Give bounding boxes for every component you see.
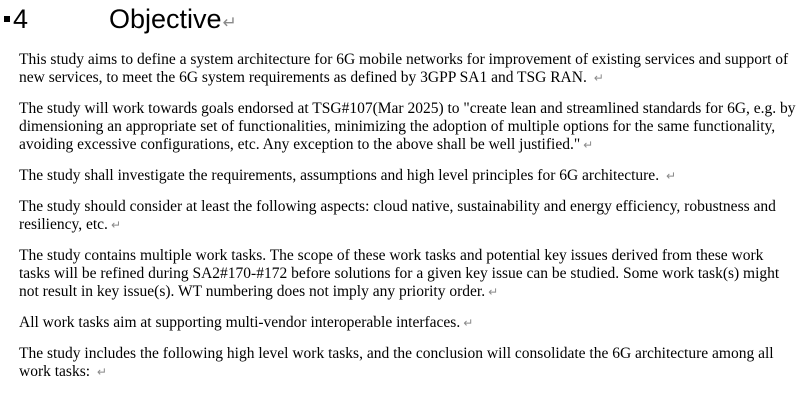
paragraph-text: The study includes the following high level work tasks, and the conclusion will consolidate the 6G architecture among all work tasks: (19, 345, 774, 380)
paragraph-mark-icon: ↵ (583, 138, 594, 152)
paragraph-text: The study contains multiple work tasks. The scope of these work tasks and potential key issues derived from these work tasks will be refined during SA2#170-#172 before solutions for a given key issue can be studied. Some work task(s) might not result in key issue(s). WT numbering does not imply any priority order. (19, 247, 780, 300)
paragraph (19, 51, 797, 87)
paragraph-mark-icon: ↵ (665, 169, 677, 183)
paragraph-mark-icon: ↵ (488, 285, 499, 299)
paragraph (19, 345, 797, 381)
paragraph (19, 247, 797, 301)
paragraph-mark-icon: ↵ (110, 218, 121, 232)
paragraph-mark-icon: ↵ (463, 316, 474, 330)
paragraph (19, 167, 797, 185)
paragraph-mark-icon: ↵ (222, 13, 237, 33)
section-title: Objective (109, 4, 222, 34)
heading-bullet-icon (4, 16, 10, 22)
section-number: 4 (13, 4, 29, 34)
paragraph-text: The study shall investigate the requirements, assumptions and high level principles for 6G architecture. (19, 167, 663, 184)
paragraph (19, 198, 797, 234)
paragraph (19, 314, 797, 332)
paragraph-text: The study will work towards goals endorsed at TSG#107(Mar 2025) to "create lean and streamlined standards for 6G, e.g. by dimensioning an appropriate set of functionalities, minimizing the adoption of multiple options for the same functionality, avoiding excessive configurations, etc. Any exception to the above shall be well justified." (19, 100, 796, 153)
section-heading (4, 2, 784, 36)
paragraph-mark-icon: ↵ (593, 71, 604, 85)
paragraph-mark-icon: ↵ (96, 365, 107, 379)
paragraph-text: The study should consider at least the following aspects: cloud native, sustainability and energy efficiency, robustness and resiliency, etc. (19, 198, 776, 233)
paragraph-text: This study aims to define a system architecture for 6G mobile networks for improvement of existing services and support of new services, to meet the 6G system requirements as defined by 3GPP SA1 and TSG RAN. (19, 51, 789, 86)
paragraph-text: All work tasks aim at supporting multi-vendor interoperable interfaces. (19, 314, 461, 331)
document-body (19, 51, 797, 394)
paragraph (19, 100, 797, 154)
